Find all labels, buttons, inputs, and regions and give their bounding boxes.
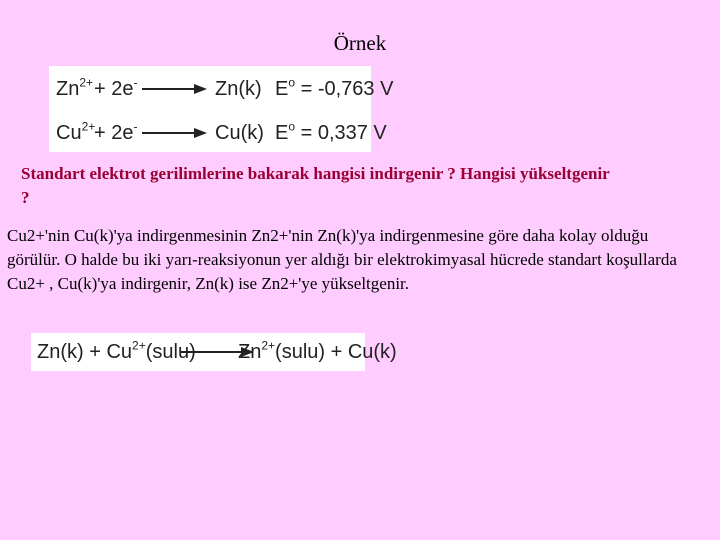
copper-potential-superscript: o — [288, 119, 296, 134]
overall-products-part-2: (sulu) + Cu(k) — [275, 341, 397, 363]
reaction-arrow-icon — [142, 126, 208, 140]
zinc-electrons — [94, 74, 137, 104]
slide-title: Örnek — [333, 31, 387, 55]
copper-ion-charge: 2+ — [81, 119, 96, 134]
copper-electrons-label: + 2e — [94, 122, 134, 144]
overall-reactant-charge: 2+ — [132, 338, 146, 353]
zinc-product: Zn(k) — [215, 78, 262, 100]
zinc-ion-symbol: Zn — [56, 78, 80, 100]
copper-potential-value: = 0,337 V — [300, 122, 387, 144]
overall-products-part-1: Zn — [238, 341, 262, 363]
reaction-arrow-icon — [142, 82, 208, 96]
copper-ion-symbol: Cu — [56, 122, 82, 144]
copper-electrons — [94, 118, 137, 148]
explanation-text: Cu2+'nin Cu(k)'ya indirgenmesinin Zn2+'nin Zn(k)'ya indirgenmesine göre daha kolay olduğu görülür. O halde bu iki yarı-reaksiyonun yer aldığı bir elektrokimyasal hücrede standart koşullarda Cu2+ , Cu(k)'ya indirgenir, Zn(k) ise Zn2+'ye yükseltgenir. — [7, 226, 677, 293]
copper-potential — [275, 118, 387, 148]
overall-reactants — [37, 337, 196, 367]
overall-reactants-part-2: (sulu) — [145, 341, 196, 363]
zinc-potential-symbol: E — [275, 78, 289, 100]
overall-reaction — [31, 337, 397, 367]
overall-reaction-box — [31, 333, 397, 371]
zinc-half-reaction — [49, 74, 394, 104]
zinc-electron-sign: - — [133, 75, 138, 90]
half-reactions-box — [49, 66, 394, 152]
overall-products — [238, 337, 397, 367]
zinc-potential — [275, 74, 393, 104]
copper-product: Cu(k) — [215, 122, 264, 144]
zinc-ion-charge: 2+ — [79, 75, 94, 90]
zinc-ion — [56, 74, 93, 104]
zinc-potential-value: = -0,763 V — [300, 78, 394, 100]
copper-electron-sign: - — [133, 119, 138, 134]
copper-ion — [56, 118, 95, 148]
zinc-electrons-label: + 2e — [94, 78, 134, 100]
copper-half-reaction — [49, 118, 387, 148]
copper-potential-symbol: E — [275, 122, 289, 144]
zinc-potential-superscript: o — [288, 75, 296, 90]
overall-reactants-part-1: Zn(k) + Cu — [37, 341, 133, 363]
overall-product-charge: 2+ — [261, 338, 276, 353]
question-text: Standart elektrot gerilimlerine bakarak hangisi indirgenir ? Hangisi yükseltgenir ? — [21, 164, 610, 207]
